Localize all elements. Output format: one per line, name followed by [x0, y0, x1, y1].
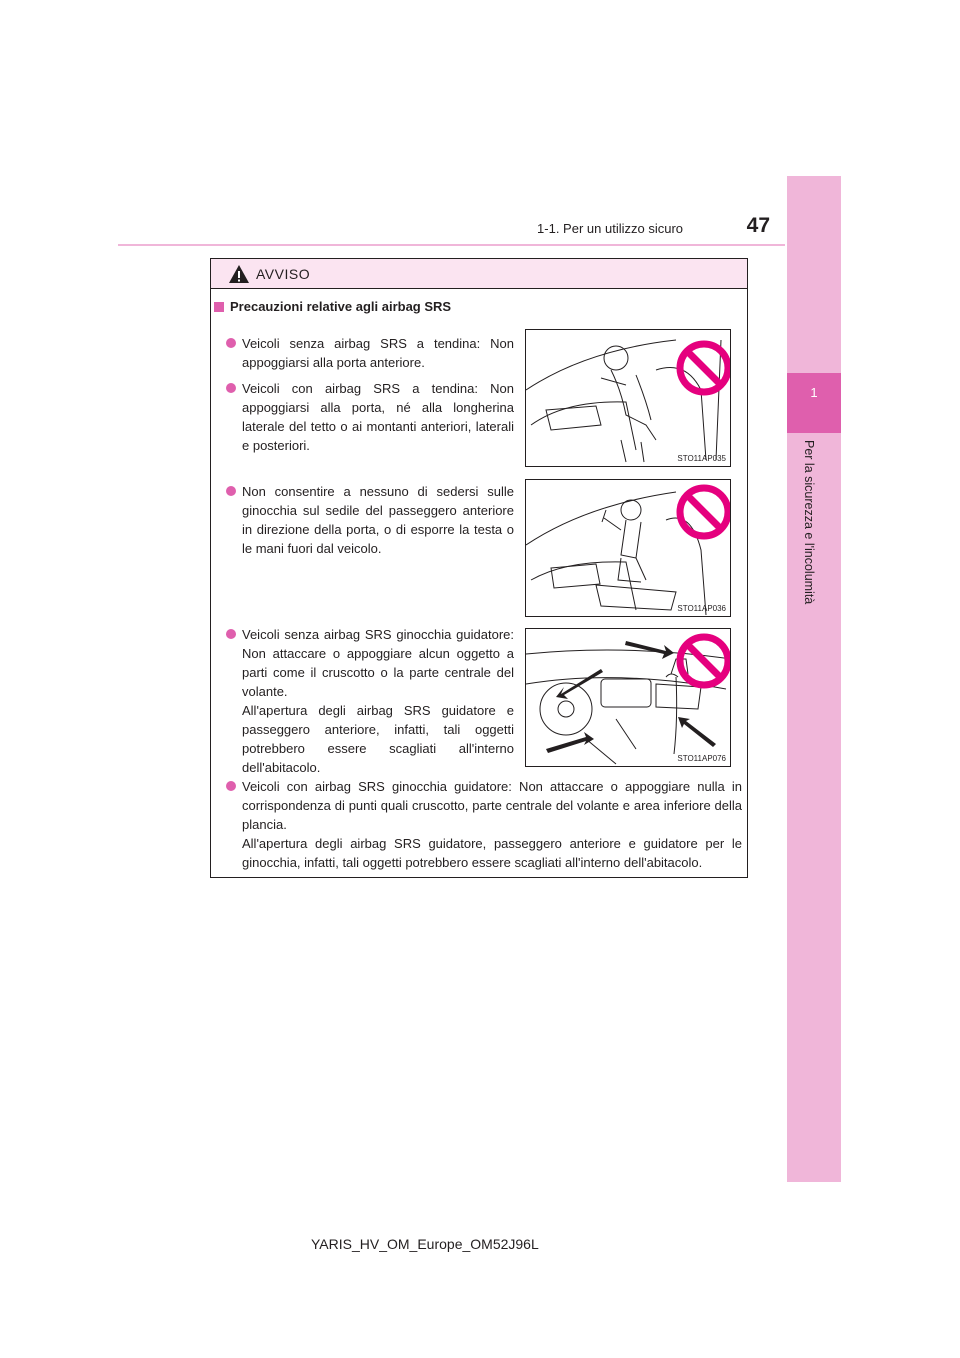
- list-item: Veicoli con airbag SRS a tendina: Non appoggiarsi alla porta, né alla longherina laterale del tetto o ai montanti anteriori, laterali e posteriori.: [226, 379, 514, 455]
- figure-dashboard-objects: [525, 628, 731, 767]
- bullet-icon: [226, 629, 236, 639]
- document-code: YARIS_HV_OM_Europe_OM52J96L: [311, 1236, 539, 1252]
- list-item: Veicoli con airbag SRS ginocchia guidatore: Non attaccare o appoggiare nulla in corrispondenza di punti quali cruscotto, parte centrale del volante e area inferiore della plancia. All'apertura degli airbag SRS guidatore, passeggero anteriore e guidatore per le ginocchia, infatti, tali oggetti potrebbero essere scagliati all'interno dell'abitacolo.: [226, 777, 742, 872]
- chapter-title: Per la sicurezza e l'incolumità: [802, 440, 816, 605]
- bullet-icon: [226, 781, 236, 791]
- warning-label: AVVISO: [256, 265, 311, 282]
- chapter-side-tab: [787, 176, 841, 1182]
- figure-code: STO11AP035: [677, 454, 726, 463]
- prohibition-icon: [680, 344, 728, 392]
- prohibition-icon: [680, 637, 728, 685]
- warning-triangle-icon: [228, 264, 250, 284]
- figure-leaning-on-door: [525, 329, 731, 467]
- section-title: Precauzioni relative agli airbag SRS: [214, 299, 451, 314]
- list-item: Veicoli senza airbag SRS ginocchia guidatore: Non attaccare o appoggiare alcun oggetto a parti come il cruscotto o la parte centrale del volante. All'apertura degli airbag SRS guidatore e passeggero anteriore, infatti, tali oggetti potrebbero essere scagliati all'interno dell'abitacolo.: [226, 625, 514, 777]
- square-bullet-icon: [214, 302, 224, 312]
- prohibition-icon: [680, 488, 728, 536]
- section-header: 1-1. Per un utilizzo sicuro: [537, 221, 683, 236]
- figure-code: STO11AP076: [677, 754, 726, 763]
- chapter-number: 1: [810, 385, 818, 400]
- figure-code: STO11AP036: [677, 604, 726, 613]
- list-item: Non consentire a nessuno di sedersi sulle ginocchia sul sedile del passeggero anteriore in direzione della porta, o di esporre la testa o le mani fuori dal veicolo.: [226, 482, 514, 558]
- warning-header: [211, 259, 747, 289]
- list-item: Veicoli senza airbag SRS a tendina: Non appoggiarsi alla porta anteriore.: [226, 334, 514, 372]
- figure-kneeling-on-seat: [525, 479, 731, 617]
- chapter-number-tab: [787, 373, 841, 433]
- bullet-icon: [226, 383, 236, 393]
- bullet-icon: [226, 486, 236, 496]
- header-rule: [118, 244, 785, 246]
- page-number: 47: [746, 214, 770, 237]
- bullet-icon: [226, 338, 236, 348]
